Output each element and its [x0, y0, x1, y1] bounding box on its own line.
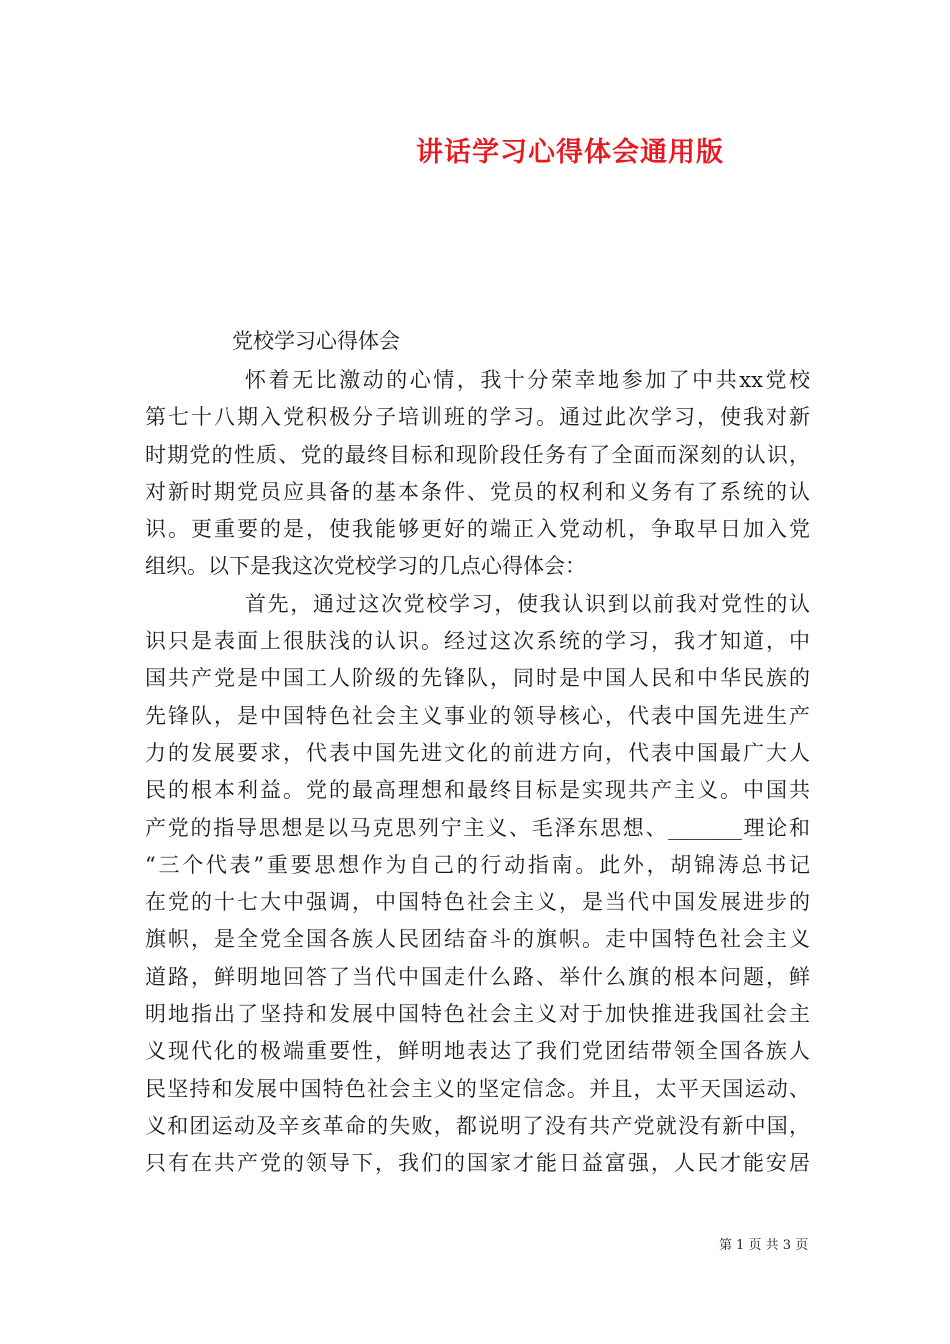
paragraph-line: 道路，鲜明地回答了当代中国走什么路、举什么旗的根本问题，鲜 — [145, 964, 810, 989]
paragraph-line: 民的根本利益。党的最高理想和最终目标是实现共产主义。中国共 — [145, 778, 810, 803]
paragraph-line: 明地指出了坚持和发展中国特色社会主义对于加快推进我国社会主 — [145, 1002, 810, 1027]
paragraph-line: 组织。以下是我这次党校学习的几点心得体会： — [145, 554, 586, 579]
paragraph-line: 民坚持和发展中国特色社会主义的坚定信念。并且，太平天国运动、 — [145, 1076, 810, 1101]
page-number: 第 1 页 共 3 页 — [719, 1238, 809, 1253]
paragraph-line: 先锋队，是中国特色社会主义事业的领导核心，代表中国先进生产 — [145, 703, 810, 728]
paragraph-line: 在党的十七大中强调，中国特色社会主义，是当代中国发展进步的 — [145, 890, 810, 915]
paragraph-line: 义和团运动及辛亥革命的失败，都说明了没有共产党就没有新中国， — [145, 1113, 810, 1138]
document-subtitle: 党校学习心得体会 — [232, 329, 400, 353]
document-title: 讲话学习心得体会通用版 — [416, 137, 724, 168]
paragraph-line: 第七十八期入党积极分子培训班的学习。通过此次学习，使我对新 — [145, 405, 810, 430]
paragraph-line: 旗帜，是全党全国各族人民团结奋斗的旗帜。走中国特色社会主义 — [145, 927, 810, 952]
paragraph-line: 怀着无比激动的心情，我十分荣幸地参加了中共xx党校 — [245, 368, 810, 392]
paragraph-line: 识。更重要的是，使我能够更好的端正入党动机，争取早日加入党 — [145, 517, 810, 542]
paragraph-line: 国共产党是中国工人阶级的先锋队，同时是中国人民和中华民族的 — [145, 666, 810, 691]
paragraph-line: “三个代表”重要思想作为自己的行动指南。此外，胡锦涛总书记 — [145, 852, 810, 877]
paragraph-line: 力的发展要求，代表中国先进文化的前进方向，代表中国最广大人 — [145, 740, 810, 765]
document-body — [145, 362, 810, 1183]
paragraph-line: 时期党的性质、党的最终目标和现阶段任务有了全面而深刻的认识， — [145, 442, 810, 467]
paragraph-line: 义现代化的极端重要性，鲜明地表达了我们党团结带领全国各族人 — [145, 1039, 810, 1064]
paragraph-line: 产党的指导思想是以马克思列宁主义、毛泽东思想、_______理论和 — [145, 815, 810, 840]
paragraph-line: 识只是表面上很肤浅的认识。经过这次系统的学习，我才知道，中 — [145, 629, 810, 654]
paragraph-line: 首先，通过这次党校学习，使我认识到以前我对党性的认 — [245, 591, 810, 616]
paragraph-line: 对新时期党员应具备的基本条件、党员的权利和义务有了系统的认 — [145, 479, 810, 504]
paragraph-line: 只有在共产党的领导下，我们的国家才能日益富强，人民才能安居 — [145, 1151, 810, 1176]
